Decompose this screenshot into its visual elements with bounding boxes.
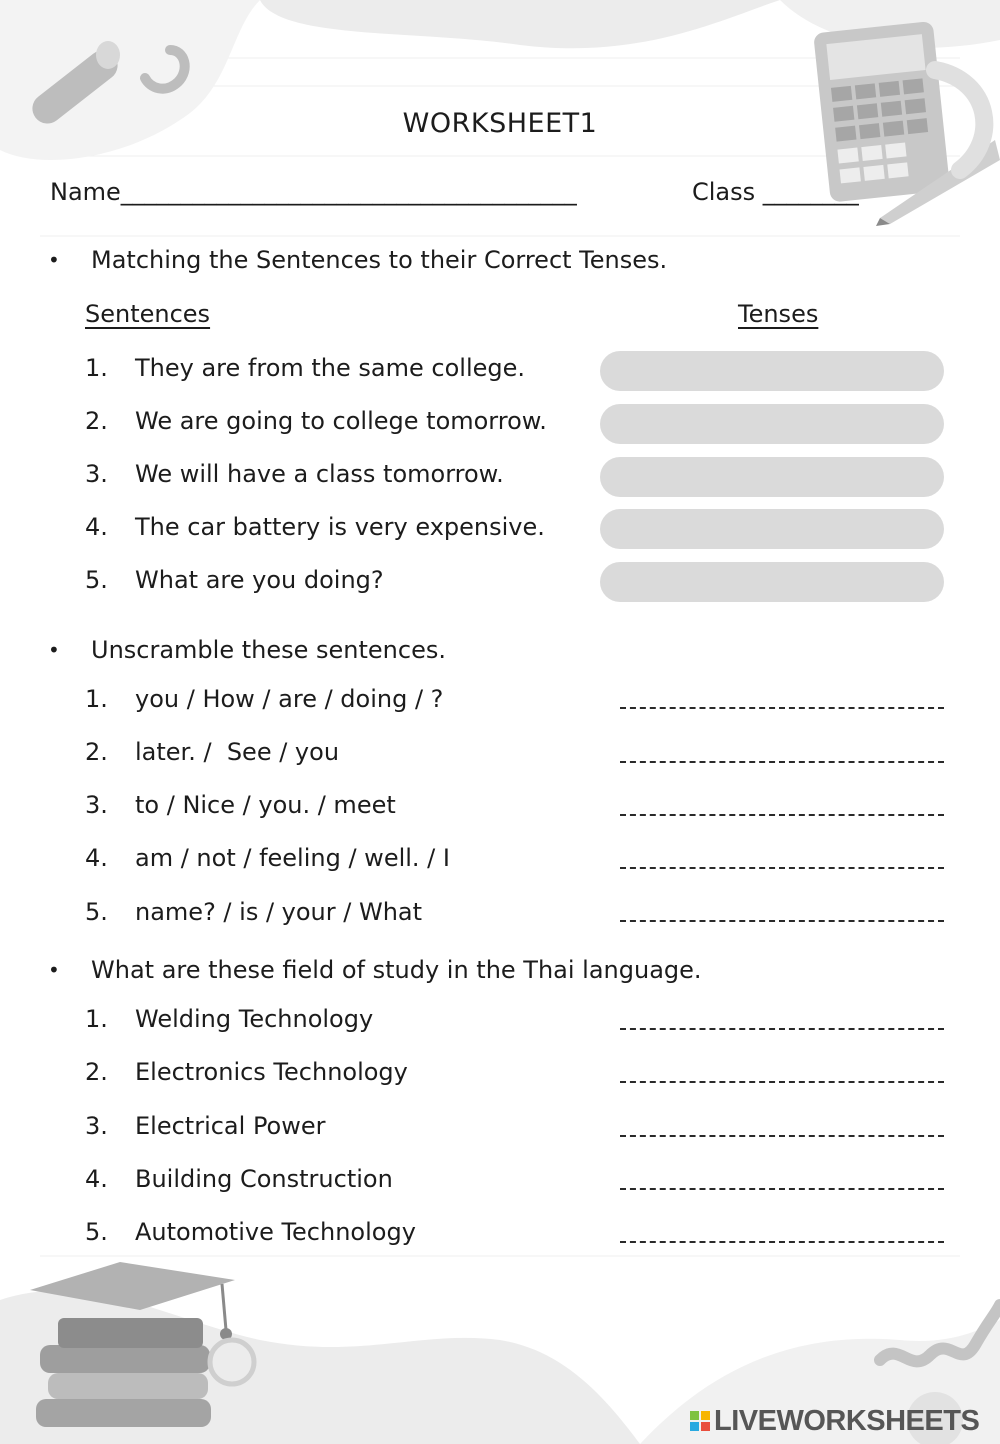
s3-item-number: 4. [85,1165,108,1193]
field-of-study: Automotive Technology [135,1218,416,1246]
s2-item-number: 2. [85,738,108,766]
logo-text: LIVEWORKSHEETS [714,1404,980,1437]
s3-item-number: 1. [85,1005,108,1033]
section2-bullet: • [48,638,60,662]
s2-item-number: 4. [85,844,108,872]
field-of-study: Electrical Power [135,1112,326,1140]
unscramble-answer-blank[interactable] [620,707,944,709]
scrambled-sentence: later. / See / you [135,738,340,766]
top-blob [260,0,780,48]
unscramble-answer-blank[interactable] [620,814,944,816]
s1-item-sentence: We are going to college tomorrow. [135,407,547,435]
worksheet-title: WORKSHEET1 [402,108,598,139]
s1-item-number: 4. [85,513,108,541]
section1-bullet: • [48,248,60,272]
section1-instruction: Matching the Sentences to their Correct Tenses. [91,246,668,274]
s1-item-sentence: We will have a class tomorrow. [135,460,504,488]
s2-item-number: 3. [85,791,108,819]
s1-item-sentence: The car battery is very expensive. [135,513,545,541]
name-field[interactable]: Name______________________________________ [50,178,577,206]
thai-translation-blank[interactable] [620,1135,944,1137]
s3-item-number: 5. [85,1218,108,1246]
scrambled-sentence: to / Nice / you. / meet [135,791,396,819]
class-field[interactable]: Class ________ [692,178,859,206]
logo-grid-icon [690,1411,710,1431]
field-of-study: Welding Technology [135,1005,374,1033]
thai-translation-blank[interactable] [620,1081,944,1083]
thai-translation-blank[interactable] [620,1188,944,1190]
logo-square [701,1411,710,1420]
tense-answer-box[interactable] [600,562,944,602]
section3-instruction: What are these field of study in the Thai language. [91,956,702,984]
scrambled-sentence: name? / is / your / What [135,898,423,926]
scrambled-sentence: am / not / feeling / well. / I [135,844,450,872]
s1-item-number: 2. [85,407,108,435]
s3-item-number: 2. [85,1058,108,1086]
section2-instruction: Unscramble these sentences. [91,636,446,664]
tense-answer-box[interactable] [600,404,944,444]
scrambled-sentence: you / How / are / doing / ? [135,685,444,713]
tense-answer-box[interactable] [600,457,944,497]
s1-item-number: 1. [85,354,108,382]
section3-bullet: • [48,958,60,982]
tense-answer-box[interactable] [600,351,944,391]
thai-translation-blank[interactable] [620,1028,944,1030]
thai-translation-blank[interactable] [620,1241,944,1243]
s1-item-number: 3. [85,460,108,488]
s2-item-number: 1. [85,685,108,713]
unscramble-answer-blank[interactable] [620,761,944,763]
unscramble-answer-blank[interactable] [620,867,944,869]
tense-answer-box[interactable] [600,509,944,549]
unscramble-answer-blank[interactable] [620,920,944,922]
logo-square [701,1422,710,1431]
s1-item-sentence: What are you doing? [135,566,384,594]
logo-square [690,1422,699,1431]
liveworksheets-logo[interactable] [690,1402,979,1440]
s3-item-number: 3. [85,1112,108,1140]
logo-square [690,1411,699,1420]
field-of-study: Electronics Technology [135,1058,408,1086]
s1-item-number: 5. [85,566,108,594]
field-of-study: Building Construction [135,1165,393,1193]
s1-item-sentence: They are from the same college. [135,354,525,382]
s2-item-number: 5. [85,898,108,926]
sentences-column-header: Sentences [85,300,211,328]
tenses-column-header: Tenses [738,300,819,328]
